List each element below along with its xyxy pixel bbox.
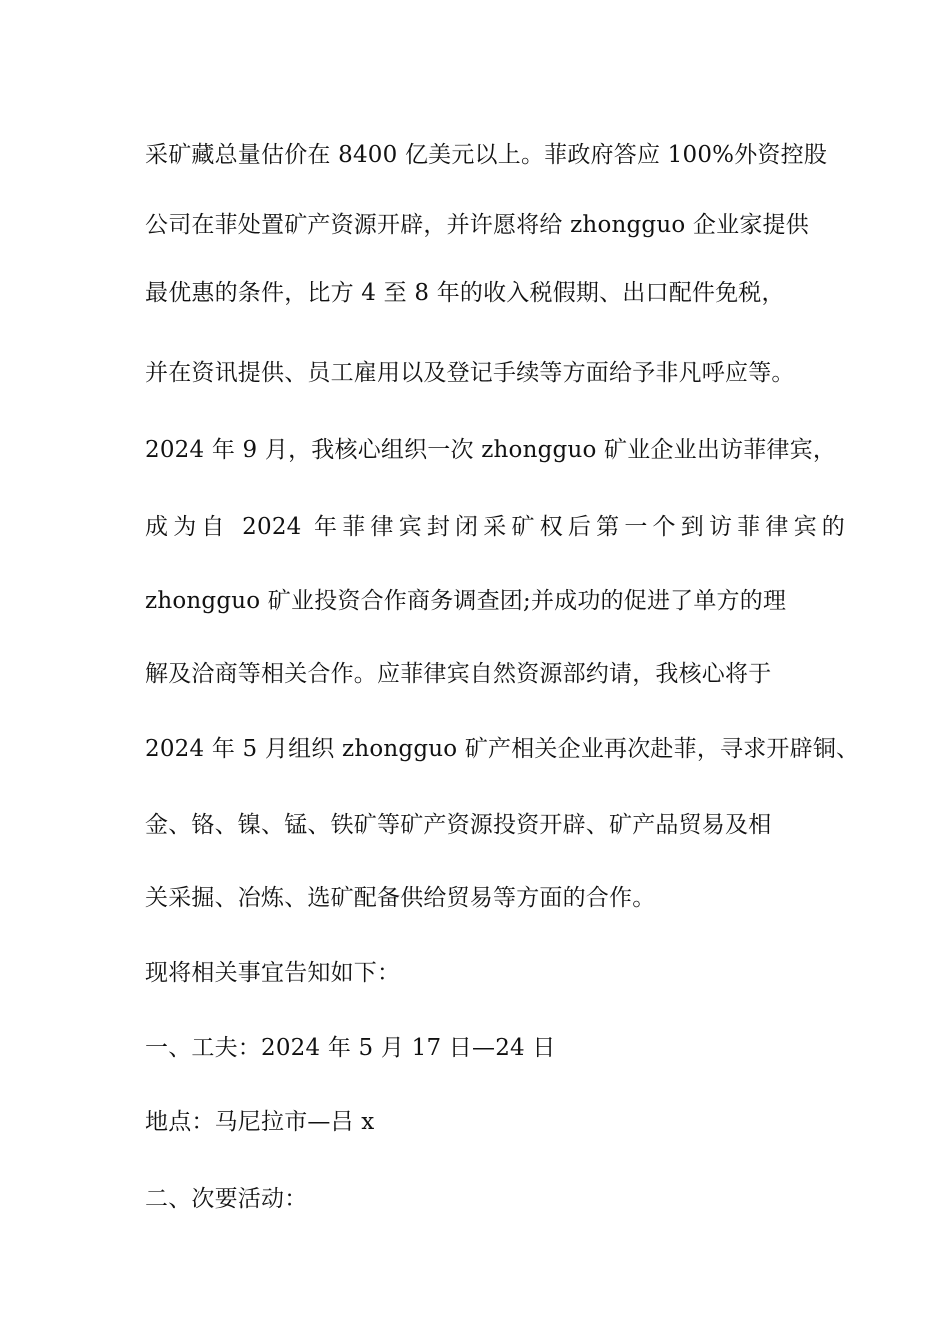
section-heading-activities: 二、次要活动： bbox=[145, 1186, 308, 1212]
body-text-line: 2024 年 5 月组织 zhongguo 矿产相关企业再次赴菲，寻求开辟铜、 bbox=[145, 736, 860, 762]
body-text-line: 最优惠的条件，比方 4 至 8 年的收入税假期、出口配件免税， bbox=[145, 280, 785, 306]
location-line: 地点：马尼拉市—吕 x bbox=[145, 1109, 375, 1135]
body-text-line: 采矿藏总量估价在 8400 亿美元以上。菲政府答应 100%外资控股 bbox=[145, 142, 828, 168]
body-text-line: 现将相关事宜告知如下： bbox=[145, 960, 401, 986]
body-text-line: zhongguo 矿业投资合作商务调查团;并成功的促进了单方的理 bbox=[145, 588, 787, 614]
body-text-line: 2024 年 9 月，我核心组织一次 zhongguo 矿业企业出访菲律宾， bbox=[145, 437, 837, 463]
body-text-line: 关采掘、冶炼、选矿配备供给贸易等方面的合作。 bbox=[145, 885, 656, 911]
body-text-line: 公司在菲处置矿产资源开辟，并许愿将给 zhongguo 企业家提供 bbox=[145, 212, 809, 238]
body-text-line: 解及洽商等相关合作。应菲律宾自然资源部约请，我核心将于 bbox=[145, 661, 772, 687]
body-text-line: 并在资讯提供、员工雇用以及登记手续等方面给予非凡呼应等。 bbox=[145, 360, 795, 386]
body-text-line: 金、铬、镍、锰、铁矿等矿产资源投资开辟、矿产品贸易及相 bbox=[145, 812, 772, 838]
body-text-line: 成为自 2024 年菲律宾封闭采矿权后第一个到访菲律宾的 bbox=[145, 514, 845, 540]
section-heading-time: 一、工夫：2024 年 5 月 17 日—24 日 bbox=[145, 1035, 556, 1061]
